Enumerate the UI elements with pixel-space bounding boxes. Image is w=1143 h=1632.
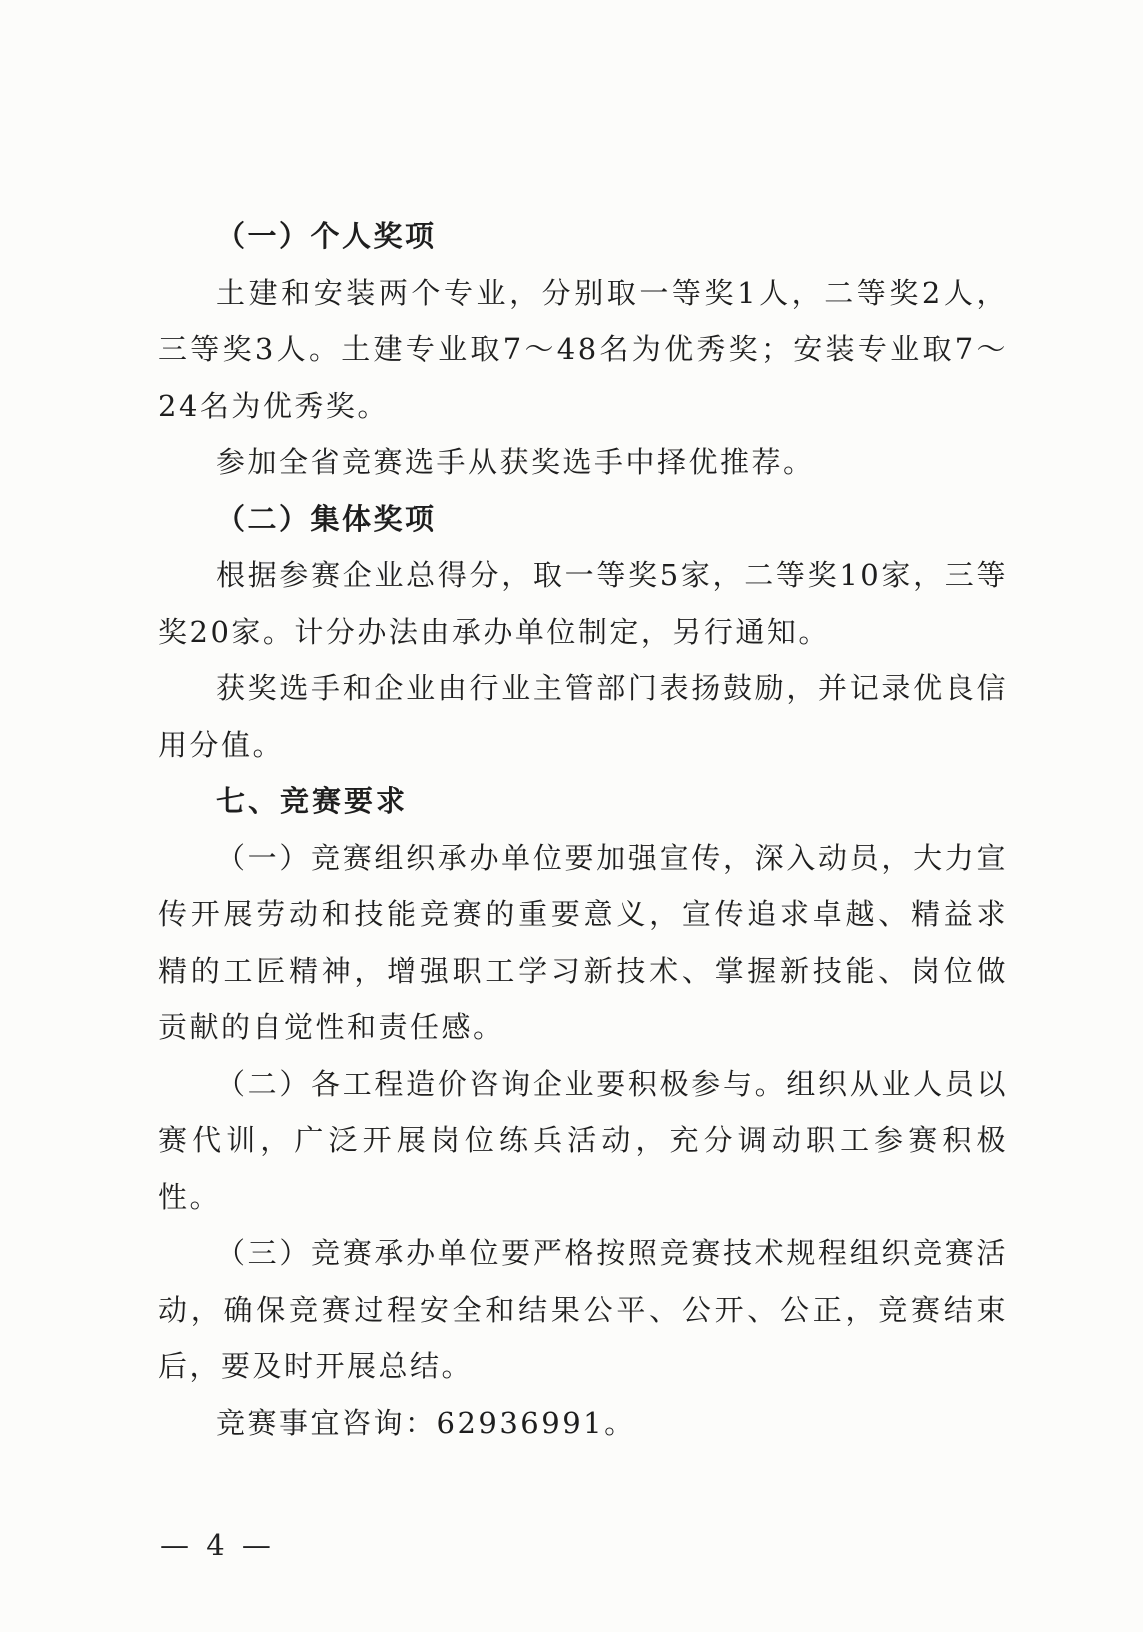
paragraph-group-awards-detail: 根据参赛企业总得分，取一等奖5家，二等奖10家，三等奖20家。计分办法由承办单位制定，另行通知。 (158, 558, 1008, 649)
document-body (158, 208, 1008, 1451)
paragraph-contact: 竞赛事宜咨询：62936991。 (216, 1405, 636, 1440)
section-heading-requirements: 七、竞赛要求 (216, 784, 409, 818)
subheading-individual-awards: （一）个人奖项 (216, 219, 437, 253)
page-number: — 4 — (160, 1528, 275, 1562)
subheading-group-awards: （二）集体奖项 (216, 501, 437, 536)
paragraph-requirement-3: （三）竞赛承办单位要严格按照竞赛技术规程组织竞赛活动，确保竞赛过程安全和结果公平、公开、公正，竞赛结束后，要及时开展总结。 (158, 1236, 1008, 1383)
paragraph-requirement-2: （二）各工程造价咨询企业要积极参与。组织从业人员以赛代训，广泛开展岗位练兵活动，充分调动职工参赛积极性。 (158, 1066, 1008, 1214)
paragraph-requirement-1: （一）竞赛组织承办单位要加强宣传，深入动员，大力宣传开展劳动和技能竞赛的重要意义，宣传追求卓越、精益求精的工匠精神，增强职工学习新技术、掌握新技能、岗位做贡献的自觉性和责任感。 (158, 840, 1008, 1044)
paragraph-commendation: 获奖选手和企业由行业主管部门表扬鼓励，并记录优良信用分值。 (158, 671, 1008, 762)
paragraph-provincial-recommendation: 参加全省竞赛选手从获奖选手中择优推荐。 (216, 445, 815, 479)
paragraph-individual-awards-detail: 土建和安装两个专业，分别取一等奖1人，二等奖2人，三等奖3人。土建专业取7～48名为优秀奖；安装专业取7～24名为优秀奖。 (158, 275, 1008, 423)
